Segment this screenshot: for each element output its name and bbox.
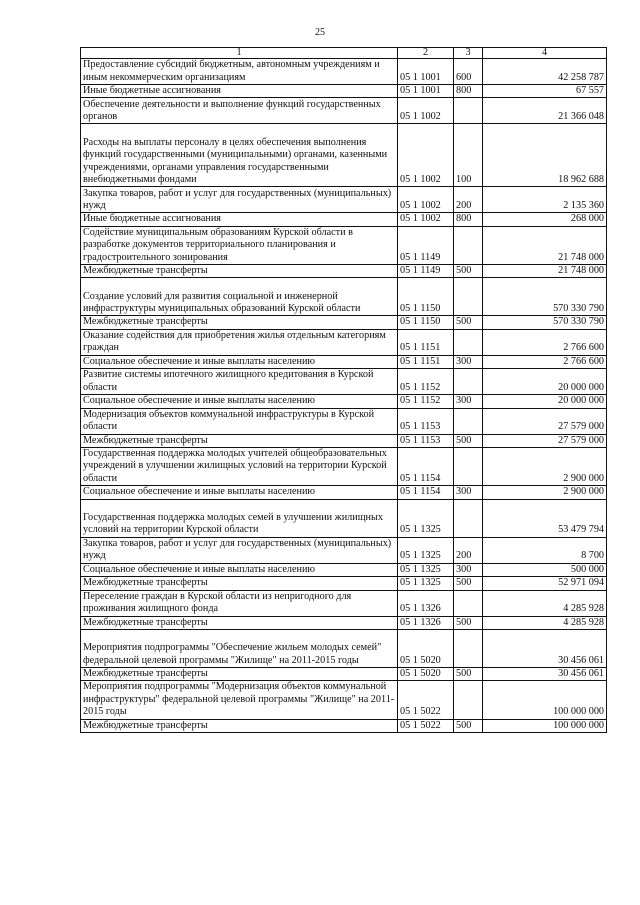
row-type-cell: 800 (454, 85, 483, 98)
table-row (81, 499, 607, 537)
row-code-cell: 05 1 1153 (398, 408, 454, 434)
row-amount-cell: 100 000 000 (483, 681, 607, 719)
row-amount-cell: 53 479 794 (483, 499, 607, 537)
table-row (81, 98, 607, 124)
row-code-cell: 05 1 1150 (398, 316, 454, 329)
row-name-cell: Государственная поддержка молодых учителей общеобразовательных учреждений в улучшении жилищных условий на территории Курской области (81, 448, 398, 486)
row-name-cell: Закупка товаров, работ и услуг для государственных (муниципальных) нужд (81, 537, 398, 563)
row-amount-cell: 67 557 (483, 85, 607, 98)
table-row (81, 329, 607, 355)
row-amount-cell: 21 748 000 (483, 226, 607, 264)
table-row (81, 226, 607, 264)
table-row (81, 187, 607, 213)
row-code-cell: 05 1 1149 (398, 265, 454, 278)
row-name-cell: Иные бюджетные ассигнования (81, 85, 398, 98)
row-amount-cell: 4 285 928 (483, 590, 607, 616)
row-code-cell: 05 1 1325 (398, 577, 454, 590)
row-amount-cell: 27 579 000 (483, 408, 607, 434)
row-code-cell: 05 1 1002 (398, 213, 454, 226)
column-header-code: 2 (398, 48, 454, 59)
row-code-cell: 05 1 1325 (398, 563, 454, 576)
row-name-cell: Социальное обеспечение и иные выплаты населению (81, 395, 398, 408)
row-amount-cell: 52 971 094 (483, 577, 607, 590)
row-amount-cell: 30 456 061 (483, 629, 607, 667)
row-type-cell: 300 (454, 355, 483, 368)
row-type-cell (454, 329, 483, 355)
row-amount-cell: 570 330 790 (483, 278, 607, 316)
row-amount-cell: 20 000 000 (483, 395, 607, 408)
row-name-cell: Развитие системы ипотечного жилищного кредитования в Курской области (81, 369, 398, 395)
row-name-cell: Социальное обеспечение и иные выплаты населению (81, 563, 398, 576)
row-amount-cell: 21 366 048 (483, 98, 607, 124)
row-name-cell: Оказание содействия для приобретения жилья отдельным категориям граждан (81, 329, 398, 355)
row-amount-cell: 2 766 600 (483, 355, 607, 368)
row-type-cell: 300 (454, 395, 483, 408)
row-type-cell (454, 590, 483, 616)
row-amount-cell: 2 900 000 (483, 486, 607, 499)
row-name-cell: Межбюджетные трансферты (81, 719, 398, 732)
row-code-cell: 05 1 1149 (398, 226, 454, 264)
row-code-cell: 05 1 1151 (398, 355, 454, 368)
row-type-cell: 200 (454, 537, 483, 563)
row-code-cell: 05 1 1154 (398, 448, 454, 486)
table-row (81, 316, 607, 329)
row-code-cell: 05 1 1153 (398, 434, 454, 447)
table-row (81, 537, 607, 563)
table-row (81, 616, 607, 629)
row-code-cell: 05 1 1002 (398, 187, 454, 213)
row-code-cell: 05 1 1325 (398, 499, 454, 537)
row-name-cell: Создание условий для развития социальной и инженерной инфраструктуры муниципальных образований Курской области (81, 278, 398, 316)
table-row (81, 486, 607, 499)
table-row (81, 434, 607, 447)
row-code-cell: 05 1 5022 (398, 681, 454, 719)
row-code-cell: 05 1 1325 (398, 537, 454, 563)
row-code-cell: 05 1 1151 (398, 329, 454, 355)
row-name-cell: Межбюджетные трансферты (81, 434, 398, 447)
row-name-cell: Межбюджетные трансферты (81, 577, 398, 590)
table-row (81, 265, 607, 278)
row-amount-cell: 570 330 790 (483, 316, 607, 329)
row-name-cell: Модернизация объектов коммунальной инфраструктуры в Курской области (81, 408, 398, 434)
row-name-cell: Межбюджетные трансферты (81, 265, 398, 278)
row-type-cell: 800 (454, 213, 483, 226)
row-type-cell: 300 (454, 563, 483, 576)
row-type-cell (454, 278, 483, 316)
table-row (81, 629, 607, 667)
row-type-cell (454, 408, 483, 434)
row-code-cell: 05 1 5020 (398, 667, 454, 680)
row-type-cell: 500 (454, 719, 483, 732)
table-row (81, 124, 607, 187)
row-amount-cell: 500 000 (483, 563, 607, 576)
row-code-cell: 05 1 5020 (398, 629, 454, 667)
row-type-cell: 500 (454, 265, 483, 278)
row-code-cell: 05 1 1152 (398, 369, 454, 395)
row-amount-cell: 100 000 000 (483, 719, 607, 732)
table-row (81, 577, 607, 590)
row-code-cell: 05 1 1326 (398, 590, 454, 616)
row-name-cell: Переселение граждан в Курской области из непригодного для проживания жилищного фонда (81, 590, 398, 616)
row-amount-cell: 2 766 600 (483, 329, 607, 355)
row-code-cell: 05 1 1002 (398, 124, 454, 187)
row-type-cell: 200 (454, 187, 483, 213)
table-row (81, 590, 607, 616)
column-header-type: 3 (454, 48, 483, 59)
table-row (81, 395, 607, 408)
row-type-cell (454, 226, 483, 264)
row-amount-cell: 42 258 787 (483, 59, 607, 85)
table-row (81, 448, 607, 486)
table-row (81, 59, 607, 85)
row-name-cell: Предоставление субсидий бюджетным, автономным учреждениям и иным некоммерческим организациям (81, 59, 398, 85)
row-amount-cell: 30 456 061 (483, 667, 607, 680)
row-type-cell (454, 499, 483, 537)
row-amount-cell: 18 962 688 (483, 124, 607, 187)
row-code-cell: 05 1 1326 (398, 616, 454, 629)
table-row (81, 719, 607, 732)
row-type-cell: 500 (454, 577, 483, 590)
row-code-cell: 05 1 1001 (398, 85, 454, 98)
row-type-cell: 500 (454, 316, 483, 329)
row-name-cell: Социальное обеспечение и иные выплаты населению (81, 355, 398, 368)
row-name-cell: Мероприятия подпрограммы "Модернизация объектов коммунальной инфраструктуры" федеральной целевой программы "Жилище" на 2011-2015 годы (81, 681, 398, 719)
table-row (81, 213, 607, 226)
budget-table-body (81, 48, 607, 733)
row-name-cell: Межбюджетные трансферты (81, 316, 398, 329)
row-amount-cell: 4 285 928 (483, 616, 607, 629)
row-name-cell: Социальное обеспечение и иные выплаты населению (81, 486, 398, 499)
table-header-row (81, 48, 607, 59)
row-code-cell: 05 1 1001 (398, 59, 454, 85)
row-code-cell: 05 1 1002 (398, 98, 454, 124)
row-type-cell: 600 (454, 59, 483, 85)
row-name-cell: Обеспечение деятельности и выполнение функций государственных органов (81, 98, 398, 124)
table-row (81, 408, 607, 434)
row-type-cell: 100 (454, 124, 483, 187)
page-number: 25 (315, 27, 325, 38)
table-row (81, 85, 607, 98)
row-type-cell (454, 681, 483, 719)
row-code-cell: 05 1 1154 (398, 486, 454, 499)
row-amount-cell: 268 000 (483, 213, 607, 226)
column-header-name: 1 (81, 48, 398, 59)
row-name-cell: Расходы на выплаты персоналу в целях обеспечения выполнения функций государственными (муниципальными) органами, казенными учреждениями, органами управления государственными внебюджетными фондами (81, 124, 398, 187)
table-row (81, 369, 607, 395)
row-amount-cell: 21 748 000 (483, 265, 607, 278)
row-name-cell: Межбюджетные трансферты (81, 616, 398, 629)
row-type-cell: 500 (454, 667, 483, 680)
budget-table (80, 47, 607, 733)
row-name-cell: Иные бюджетные ассигнования (81, 213, 398, 226)
row-amount-cell: 8 700 (483, 537, 607, 563)
row-type-cell (454, 448, 483, 486)
row-amount-cell: 2 135 360 (483, 187, 607, 213)
column-header-amount: 4 (483, 48, 607, 59)
table-row (81, 563, 607, 576)
row-type-cell (454, 629, 483, 667)
row-amount-cell: 2 900 000 (483, 448, 607, 486)
row-type-cell: 500 (454, 616, 483, 629)
row-amount-cell: 20 000 000 (483, 369, 607, 395)
row-amount-cell: 27 579 000 (483, 434, 607, 447)
row-code-cell: 05 1 1152 (398, 395, 454, 408)
row-name-cell: Межбюджетные трансферты (81, 667, 398, 680)
row-code-cell: 05 1 1150 (398, 278, 454, 316)
table-row (81, 681, 607, 719)
row-name-cell: Содействие муниципальным образованиям Курской области в разработке документов территориального планирования и градостроительного зонирования (81, 226, 398, 264)
table-row (81, 355, 607, 368)
row-name-cell: Закупка товаров, работ и услуг для государственных (муниципальных) нужд (81, 187, 398, 213)
table-row (81, 278, 607, 316)
row-type-cell (454, 98, 483, 124)
row-name-cell: Государственная поддержка молодых семей в улучшении жилищных условий на территории Курской области (81, 499, 398, 537)
row-type-cell: 500 (454, 434, 483, 447)
table-row (81, 667, 607, 680)
row-code-cell: 05 1 5022 (398, 719, 454, 732)
row-type-cell (454, 369, 483, 395)
row-type-cell: 300 (454, 486, 483, 499)
row-name-cell: Мероприятия подпрограммы "Обеспечение жильем молодых семей" федеральной целевой программы "Жилище" на 2011-2015 годы (81, 629, 398, 667)
